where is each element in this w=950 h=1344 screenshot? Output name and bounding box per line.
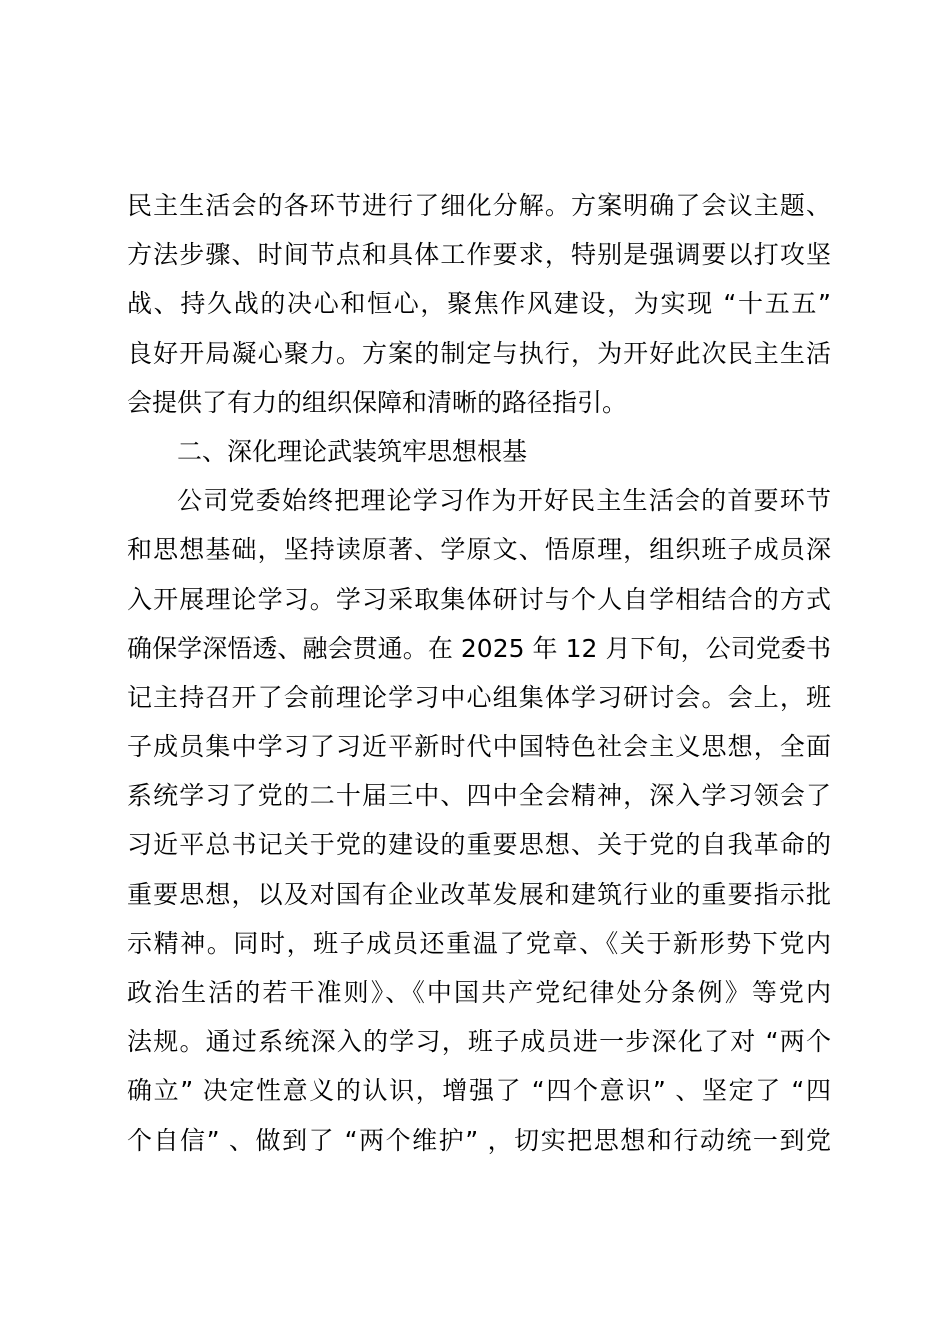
text-line: 系统学习了党的二十届三中、四中全会精神，深入学习领会了 — [127, 781, 831, 811]
text-line: 子成员集中学习了习近平新时代中国特色社会主义思想，全面 — [127, 732, 831, 762]
text-line: 记主持召开了会前理论学习中心组集体学习研讨会。会上，班 — [127, 682, 831, 712]
section-heading: 二、深化理论武装筑牢思想根基 — [177, 436, 528, 466]
text-line: 入开展理论学习。学习采取集体研讨与个人自学相结合的方式 — [127, 584, 831, 614]
text-line: 良好开局凝心聚力。方案的制定与执行，为开好此次民主生活 — [127, 338, 831, 368]
text-line: 确立” 决定性意义的认识，增强了 “四个意识” 、坚定了 “四 — [127, 1076, 831, 1106]
text-line: 战、持久战的决心和恒心，聚焦作风建设，为实现 “十五五” — [127, 289, 831, 319]
text-line: 重要思想，以及对国有企业改革发展和建筑行业的重要指示批 — [127, 879, 831, 909]
text-line: 示精神。同时，班子成员还重温了党章、《关于新形势下党内 — [127, 928, 831, 958]
paragraph-continued — [127, 181, 831, 427]
text-line: 民主生活会的各环节进行了细化分解。方案明确了会议主题、 — [127, 191, 831, 220]
text-line: 确保学深悟透、融会贯通。在 2025 年 12 月下旬，公司党委书 — [127, 633, 831, 663]
paragraph-theory-study — [127, 476, 831, 1165]
text-line: 政治生活的若干准则》、《中国共产党纪律处分条例》等党内 — [127, 978, 831, 1007]
text-line: 会提供了有力的组织保障和清晰的路径指引。 — [127, 387, 628, 417]
text-line: 方法步骤、时间节点和具体工作要求，特别是强调要以打攻坚 — [127, 240, 831, 270]
text-line: 法规。通过系统深入的学习，班子成员进一步深化了对 “两个 — [127, 1027, 831, 1057]
document-body — [127, 181, 831, 1165]
text-line: 习近平总书记关于党的建设的重要思想、关于党的自我革命的 — [127, 830, 831, 860]
text-line: 和思想基础，坚持读原著、学原文、悟原理，组织班子成员深 — [127, 535, 831, 565]
text-line: 个自信” 、做到了 “两个维护” ，切实把思想和行动统一到党 — [127, 1125, 831, 1155]
text-line: 公司党委始终把理论学习作为开好民主生活会的首要环节 — [177, 486, 831, 516]
